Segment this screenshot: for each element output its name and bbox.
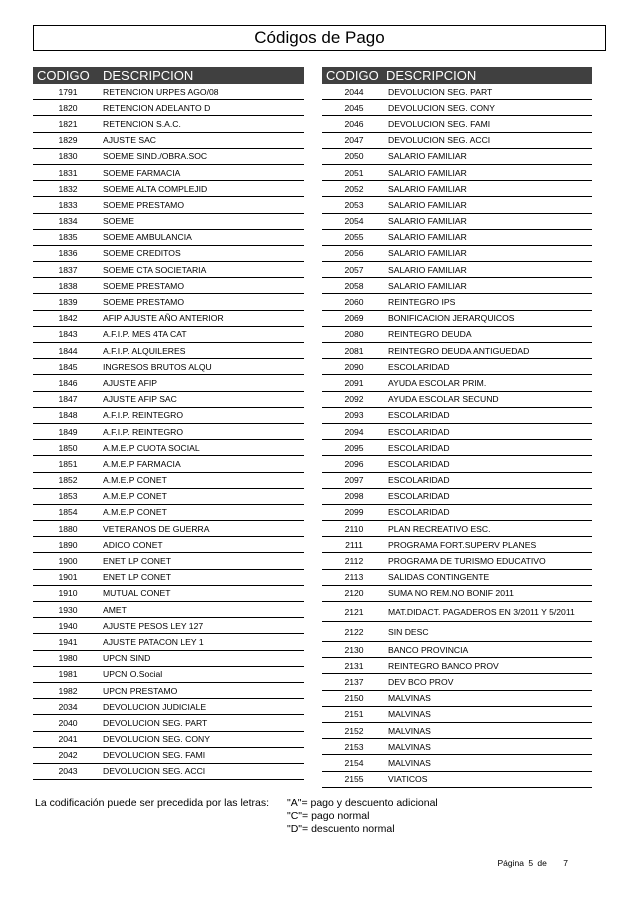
table-row — [33, 602, 304, 618]
row-code: 2041 — [58, 734, 78, 745]
row-code: 1839 — [58, 297, 78, 308]
row-description: SOEME PRESTAMO — [103, 280, 185, 291]
table-row — [33, 764, 304, 780]
row-code: 2057 — [344, 264, 364, 275]
row-description: REINTEGRO IPS — [388, 297, 456, 308]
row-description: A.F.I.P. REINTEGRO — [103, 426, 184, 437]
table-row — [322, 424, 592, 440]
row-code: 1831 — [58, 167, 78, 178]
row-description: A.M.E.P CUOTA SOCIAL — [103, 442, 200, 453]
table-row — [33, 375, 304, 391]
table-row — [322, 622, 592, 642]
row-description: MAT.DIDACT. PAGADEROS EN 3/2011 Y 5/2011 — [388, 606, 575, 617]
row-code: 1832 — [58, 183, 78, 194]
row-code: 2153 — [344, 741, 364, 752]
row-description: SOEME CTA SOCIETARIA — [103, 264, 207, 275]
table-row — [33, 294, 304, 310]
row-description: AJUSTE AFIP — [103, 377, 157, 388]
table-row — [322, 489, 592, 505]
table-row — [322, 359, 592, 375]
table-row — [33, 537, 304, 553]
table-body — [322, 84, 592, 788]
row-description: DEVOLUCION SEG. PART — [388, 86, 493, 97]
row-description: BANCO PROVINCIA — [388, 644, 469, 655]
row-description: DEVOLUCION SEG. ACCI — [103, 766, 206, 777]
row-description: RETENCION URPES AGO/08 — [103, 86, 219, 97]
row-code: 1843 — [58, 329, 78, 340]
table-row — [322, 642, 592, 658]
table-row — [322, 772, 592, 788]
row-code: 2091 — [344, 377, 364, 388]
row-code: 2155 — [344, 774, 364, 785]
row-code: 2042 — [58, 750, 78, 761]
table-row — [33, 489, 304, 505]
row-description: ESCOLARIDAD — [388, 475, 450, 486]
header-codigo: CODIGO — [326, 68, 379, 83]
table-row — [322, 658, 592, 674]
table-row — [322, 165, 592, 181]
row-code: 1851 — [58, 458, 78, 469]
row-code: 2094 — [344, 426, 364, 437]
row-description: AYUDA ESCOLAR PRIM. — [388, 377, 487, 388]
table-row — [33, 149, 304, 165]
row-code: 2154 — [344, 757, 364, 768]
table-row — [33, 246, 304, 262]
row-code: 2045 — [344, 102, 364, 113]
table-row — [322, 570, 592, 586]
table-row — [322, 311, 592, 327]
row-description: INGRESOS BRUTOS ALQU — [103, 361, 212, 372]
page-number: 5 — [528, 858, 534, 868]
table-row — [33, 133, 304, 149]
row-description: VIATICOS — [388, 774, 428, 785]
row-description: MALVINAS — [388, 709, 431, 720]
row-code: 2056 — [344, 248, 364, 259]
table-row — [33, 116, 304, 132]
row-code: 2051 — [344, 167, 364, 178]
table-row — [33, 456, 304, 472]
table-row — [33, 570, 304, 586]
row-code: 2152 — [344, 725, 364, 736]
row-code: 2151 — [344, 709, 364, 720]
note-line: "C"= pago normal — [287, 810, 370, 822]
row-description: AJUSTE PESOS LEY 127 — [103, 620, 204, 631]
row-code: 2090 — [344, 361, 364, 372]
row-description: DEVOLUCION SEG. FAMI — [388, 118, 491, 129]
page-label: Página — [497, 858, 524, 868]
row-code: 2120 — [344, 588, 364, 599]
table-body — [33, 84, 304, 780]
row-description: MALVINAS — [388, 693, 431, 704]
table-row — [33, 683, 304, 699]
table-row — [33, 634, 304, 650]
row-code: 1941 — [58, 636, 78, 647]
table-row — [322, 602, 592, 622]
row-code: 2047 — [344, 135, 364, 146]
row-description: ESCOLARIDAD — [388, 507, 450, 518]
row-code: 2097 — [344, 475, 364, 486]
row-code: 1834 — [58, 216, 78, 227]
row-description: PLAN RECREATIVO ESC. — [388, 523, 491, 534]
row-code: 1847 — [58, 394, 78, 405]
row-code: 1833 — [58, 199, 78, 210]
table-row — [322, 707, 592, 723]
row-description: SUMA NO REM.NO BONIF 2011 — [388, 588, 514, 599]
row-description: SIN DESC — [388, 626, 429, 637]
row-description: A.F.I.P. ALQUILERES — [103, 345, 186, 356]
row-code: 2110 — [344, 523, 364, 534]
row-code: 1836 — [58, 248, 78, 259]
note-label: La codificación puede ser precedida por las letras: — [35, 797, 270, 809]
row-description: SALARIO FAMILIAR — [388, 199, 467, 210]
row-code: 1835 — [58, 232, 78, 243]
row-description: ENET LP CONET — [103, 556, 171, 567]
row-code: 2044 — [344, 86, 364, 97]
table-row — [33, 100, 304, 116]
row-description: AJUSTE PATACON LEY 1 — [103, 636, 204, 647]
row-code: 1900 — [58, 556, 78, 567]
row-code: 2058 — [344, 280, 364, 291]
row-description: A.F.I.P. REINTEGRO — [103, 410, 184, 421]
row-description: PROGRAMA FORT.SUPERV PLANES — [388, 539, 537, 550]
table-row — [33, 343, 304, 359]
table-row — [33, 181, 304, 197]
row-description: UPCN SIND — [103, 653, 151, 664]
row-code: 1880 — [58, 523, 78, 534]
table-row — [322, 537, 592, 553]
row-code: 2098 — [344, 491, 364, 502]
of-label: de — [537, 858, 547, 868]
row-description: RETENCION S.A.C. — [103, 118, 181, 129]
table-row — [33, 327, 304, 343]
note-lines — [287, 797, 438, 836]
table-row — [33, 165, 304, 181]
table-row — [33, 392, 304, 408]
row-description: MUTUAL CONET — [103, 588, 171, 599]
table-row — [322, 214, 592, 230]
table-row — [322, 586, 592, 602]
row-description: ESCOLARIDAD — [388, 442, 450, 453]
header-codigo: CODIGO — [37, 68, 90, 83]
row-code: 2111 — [345, 539, 363, 550]
row-description: SALARIO FAMILIAR — [388, 151, 467, 162]
row-code: 1846 — [58, 377, 78, 388]
row-code: 2122 — [344, 626, 364, 637]
row-code: 1838 — [58, 280, 78, 291]
table-row — [322, 278, 592, 294]
row-code: 1981 — [58, 669, 78, 680]
table-row — [33, 440, 304, 456]
row-description: A.M.E.P CONET — [103, 475, 167, 486]
row-description: ADICO CONET — [103, 539, 163, 550]
row-description: REINTEGRO BANCO PROV — [388, 660, 499, 671]
row-description: REINTEGRO DEUDA — [388, 329, 472, 340]
row-description: UPCN PRESTAMO — [103, 685, 178, 696]
row-code: 1980 — [58, 653, 78, 664]
row-code: 1829 — [58, 135, 78, 146]
row-description: SALARIO FAMILIAR — [388, 280, 467, 291]
table-row — [322, 375, 592, 391]
row-code: 1821 — [58, 118, 78, 129]
row-code: 1844 — [58, 345, 78, 356]
table-row — [322, 84, 592, 100]
row-description: RETENCION ADELANTO D — [103, 102, 211, 113]
row-description: SALARIO FAMILIAR — [388, 167, 467, 178]
row-code: 1901 — [58, 572, 78, 583]
table-row — [322, 197, 592, 213]
row-code: 1982 — [58, 685, 78, 696]
row-description: REINTEGRO DEUDA ANTIGUEDAD — [388, 345, 530, 356]
table-row — [322, 440, 592, 456]
table-row — [33, 408, 304, 424]
table-row — [322, 505, 592, 521]
table-row — [322, 262, 592, 278]
row-code: 2055 — [344, 232, 364, 243]
row-description: SOEME FARMACIA — [103, 167, 181, 178]
table-row — [33, 424, 304, 440]
table-row — [33, 473, 304, 489]
table-row — [33, 230, 304, 246]
table-row — [322, 674, 592, 690]
row-code: 2131 — [344, 660, 364, 671]
row-description: DEVOLUCION SEG. ACCI — [388, 135, 491, 146]
table-row — [33, 278, 304, 294]
row-code: 2053 — [344, 199, 364, 210]
row-code: 1837 — [58, 264, 78, 275]
row-code: 1791 — [58, 86, 78, 97]
row-code: 2099 — [344, 507, 364, 518]
row-description: SALARIO FAMILIAR — [388, 183, 467, 194]
row-description: ENET LP CONET — [103, 572, 171, 583]
row-code: 2034 — [58, 701, 78, 712]
row-code: 2113 — [344, 572, 364, 583]
row-code: 2046 — [344, 118, 364, 129]
row-description: ESCOLARIDAD — [388, 491, 450, 502]
row-code: 2121 — [344, 606, 364, 617]
table-row — [322, 246, 592, 262]
row-description: UPCN O.Social — [103, 669, 163, 680]
row-description: SALARIO FAMILIAR — [388, 248, 467, 259]
row-description: SOEME CREDITOS — [103, 248, 181, 259]
table-row — [33, 651, 304, 667]
row-code: 2081 — [344, 345, 364, 356]
row-description: A.F.I.P. MES 4TA CAT — [103, 329, 187, 340]
row-code: 1930 — [58, 604, 78, 615]
row-code: 2095 — [344, 442, 364, 453]
table-row — [33, 618, 304, 634]
row-code: 2096 — [344, 458, 364, 469]
row-description: VETERANOS DE GUERRA — [103, 523, 210, 534]
codes-table-right — [322, 67, 592, 788]
table-row — [33, 667, 304, 683]
row-description: AMET — [103, 604, 127, 615]
row-code: 2069 — [344, 313, 364, 324]
table-row — [33, 586, 304, 602]
row-description: ESCOLARIDAD — [388, 361, 450, 372]
row-description: DEV BCO PROV — [388, 676, 454, 687]
row-description: A.M.E.P CONET — [103, 507, 167, 518]
row-code: 1854 — [58, 507, 78, 518]
row-description: ESCOLARIDAD — [388, 458, 450, 469]
row-description: AJUSTE SAC — [103, 135, 157, 146]
row-code: 2060 — [344, 297, 364, 308]
row-description: SALARIO FAMILIAR — [388, 264, 467, 275]
row-description: BONIFICACION JERARQUICOS — [388, 313, 515, 324]
table-row — [33, 197, 304, 213]
row-code: 1853 — [58, 491, 78, 502]
table-row — [322, 521, 592, 537]
table-header — [33, 67, 304, 84]
row-description: MALVINAS — [388, 741, 431, 752]
table-row — [322, 181, 592, 197]
note-line: "A"= pago y descuento adicional — [287, 797, 438, 809]
table-row — [322, 723, 592, 739]
row-code: 2043 — [58, 766, 78, 777]
table-row — [322, 294, 592, 310]
row-description: AFIP AJUSTE AÑO ANTERIOR — [103, 313, 224, 324]
codes-table-left — [33, 67, 304, 780]
table-row — [322, 327, 592, 343]
table-row — [322, 739, 592, 755]
row-description: SALIDAS CONTINGENTE — [388, 572, 490, 583]
table-row — [33, 84, 304, 100]
table-row — [322, 755, 592, 771]
row-code: 2080 — [344, 329, 364, 340]
note-line: "D"= descuento normal — [287, 823, 395, 835]
row-code: 1842 — [58, 313, 78, 324]
row-description: DEVOLUCION SEG. FAMI — [103, 750, 206, 761]
page-footer — [495, 858, 568, 868]
page-title: Códigos de Pago — [33, 25, 606, 51]
row-description: SOEME PRESTAMO — [103, 199, 185, 210]
table-row — [33, 748, 304, 764]
row-description: AJUSTE AFIP SAC — [103, 394, 177, 405]
row-code: 2130 — [344, 644, 364, 655]
row-description: MALVINAS — [388, 725, 431, 736]
row-code: 2054 — [344, 216, 364, 227]
row-description: ESCOLARIDAD — [388, 426, 450, 437]
table-row — [322, 473, 592, 489]
row-code: 1845 — [58, 361, 78, 372]
table-row — [322, 691, 592, 707]
table-row — [322, 553, 592, 569]
row-description: MALVINAS — [388, 757, 431, 768]
row-code: 1850 — [58, 442, 78, 453]
row-code: 2092 — [344, 394, 364, 405]
header-descripcion: DESCRIPCION — [386, 68, 477, 83]
row-code: 2040 — [58, 717, 78, 728]
row-description: PROGRAMA DE TURISMO EDUCATIVO — [388, 556, 546, 567]
row-description: DEVOLUCION SEG. CONY — [103, 734, 210, 745]
table-row — [33, 553, 304, 569]
table-row — [322, 100, 592, 116]
row-description: SALARIO FAMILIAR — [388, 232, 467, 243]
row-description: A.M.E.P FARMACIA — [103, 458, 181, 469]
row-description: ESCOLARIDAD — [388, 410, 450, 421]
row-code: 1852 — [58, 475, 78, 486]
row-description: SOEME ALTA COMPLEJID — [103, 183, 208, 194]
table-row — [322, 408, 592, 424]
row-code: 1940 — [58, 620, 78, 631]
row-description: SALARIO FAMILIAR — [388, 216, 467, 227]
row-code: 2050 — [344, 151, 364, 162]
row-code: 2093 — [344, 410, 364, 421]
row-code: 1910 — [58, 588, 78, 599]
row-code: 1848 — [58, 410, 78, 421]
row-code: 1890 — [58, 539, 78, 550]
table-header — [322, 67, 592, 84]
row-description: SOEME AMBULANCIA — [103, 232, 192, 243]
table-row — [322, 116, 592, 132]
table-row — [322, 230, 592, 246]
row-description: DEVOLUCION SEG. CONY — [388, 102, 495, 113]
table-row — [33, 521, 304, 537]
page-total: 7 — [563, 858, 568, 868]
table-row — [322, 392, 592, 408]
header-descripcion: DESCRIPCION — [103, 68, 194, 83]
row-code: 2112 — [344, 556, 364, 567]
table-row — [322, 456, 592, 472]
table-row — [33, 311, 304, 327]
row-description: SOEME — [103, 216, 135, 227]
table-row — [33, 214, 304, 230]
table-row — [322, 149, 592, 165]
table-row — [33, 715, 304, 731]
row-description: DEVOLUCION SEG. PART — [103, 717, 208, 728]
row-description: SOEME SIND./OBRA.SOC — [103, 151, 208, 162]
table-row — [33, 699, 304, 715]
row-description: A.M.E.P CONET — [103, 491, 167, 502]
table-row — [33, 262, 304, 278]
row-code: 1849 — [58, 426, 78, 437]
row-code: 2052 — [344, 183, 364, 194]
row-description: DEVOLUCION JUDICIALE — [103, 701, 207, 712]
row-description: AYUDA ESCOLAR SECUND — [388, 394, 499, 405]
table-row — [33, 505, 304, 521]
row-code: 2150 — [344, 693, 364, 704]
table-row — [33, 732, 304, 748]
row-description: SOEME PRESTAMO — [103, 297, 185, 308]
table-row — [33, 359, 304, 375]
row-code: 1820 — [58, 102, 78, 113]
row-code: 2137 — [344, 676, 364, 687]
table-row — [322, 343, 592, 359]
table-row — [322, 133, 592, 149]
row-code: 1830 — [58, 151, 78, 162]
